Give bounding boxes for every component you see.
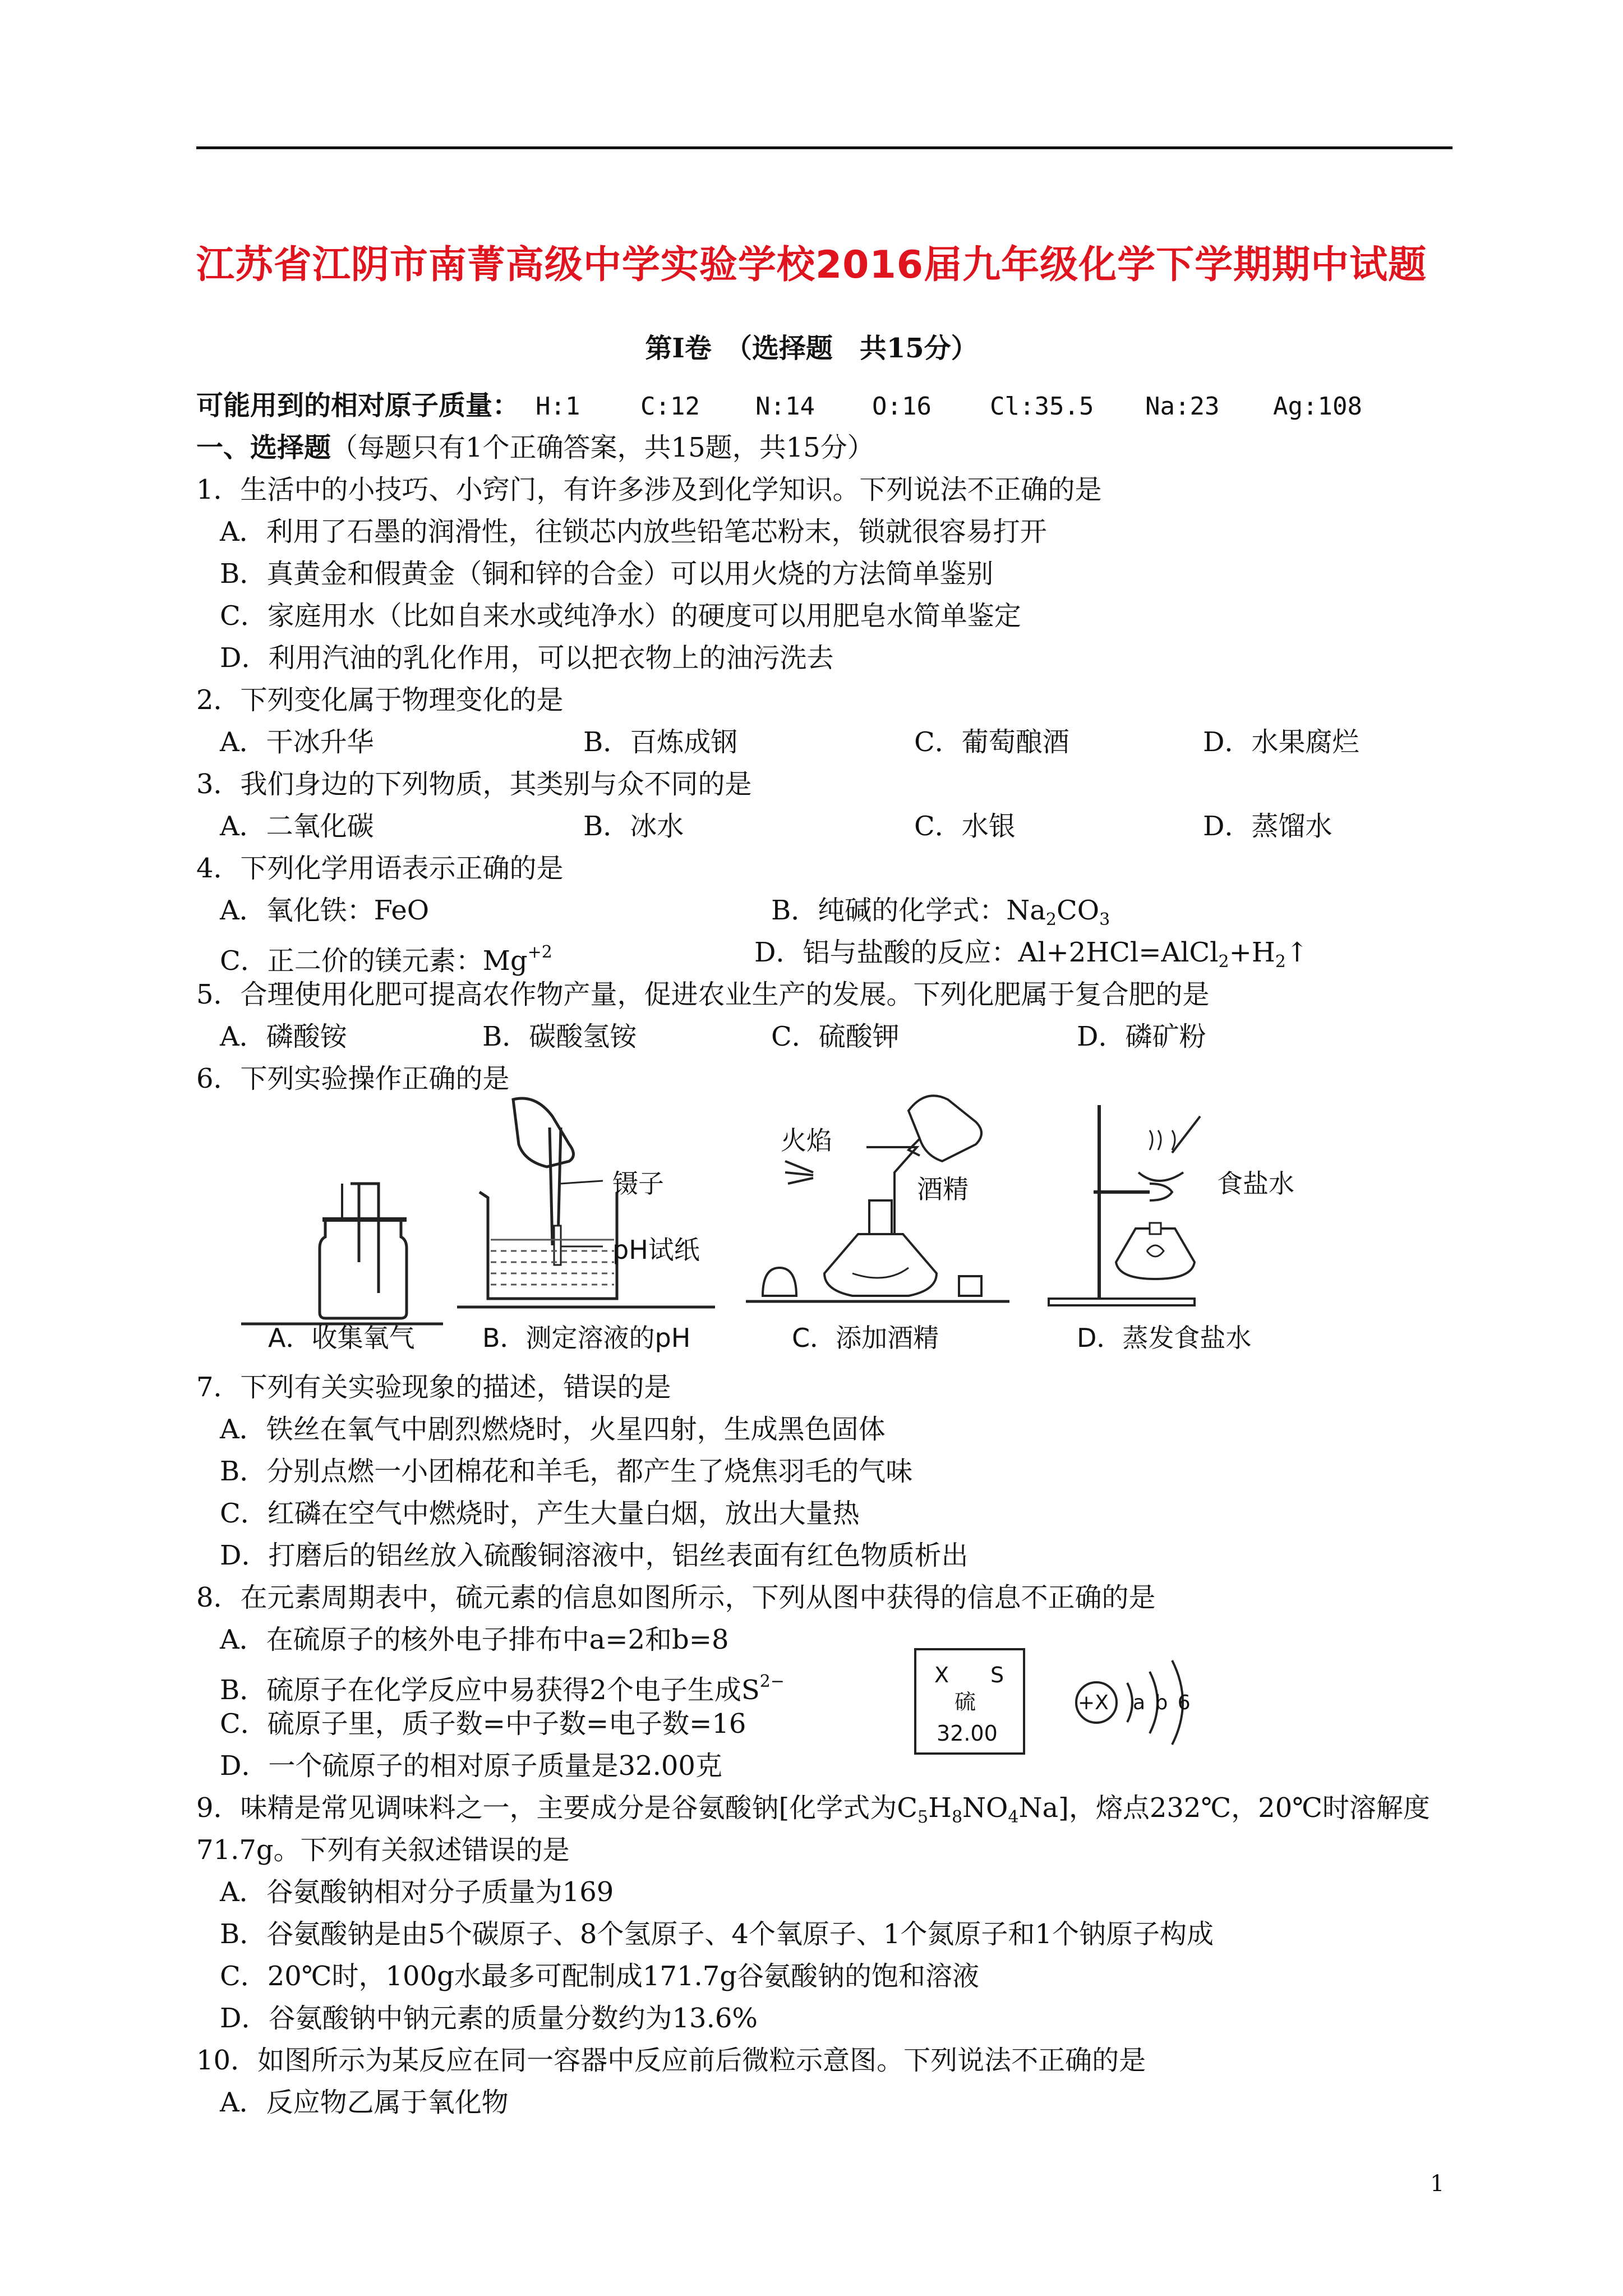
- q9-formula-no: NO: [962, 1792, 1008, 1824]
- q5-stem: 5．合理使用化肥可提高农作物产量，促进农业生产的发展。下列化肥属于复合肥的是: [196, 979, 1210, 1010]
- element-tile-symbol: S: [990, 1663, 1004, 1687]
- q6-caption-b: B．测定溶液的pH: [482, 1323, 691, 1353]
- q9-formula-h: H: [928, 1792, 952, 1824]
- q8-b-sup: 2−: [759, 1672, 785, 1691]
- q4-d-arrow: ↑: [1285, 937, 1308, 968]
- q9-option-a: A．谷氨酸钠相对分子质量为169: [220, 1876, 614, 1908]
- q6-label-brine: 食盐水: [1217, 1168, 1294, 1199]
- q1-option-b: B．真黄金和假黄金（铜和锌的合金）可以用火烧的方法简单鉴别: [220, 558, 994, 590]
- q1-option-c: C．家庭用水（比如自来水或纯净水）的硬度可以用肥皂水简单鉴定: [220, 600, 1021, 632]
- q6-caption-a: A．收集氧气: [268, 1323, 415, 1353]
- q4-b-mid: CO: [1057, 895, 1100, 926]
- q2-option-d: D．水果腐烂: [1203, 726, 1359, 758]
- q2-option-b: B．百炼成钢: [583, 726, 738, 758]
- q3-option-b: B．冰水: [583, 811, 684, 842]
- q6-label-tweezers: 镊子: [612, 1168, 664, 1199]
- q9-formula-5: 5: [917, 1807, 929, 1827]
- section-label: 一、选择题: [196, 432, 331, 463]
- q8-option-a: A．在硫原子的核外电子排布中a=2和b=8: [220, 1624, 729, 1655]
- atom-nucleus-label: +X: [1078, 1691, 1109, 1714]
- element-tile-x: X: [934, 1663, 949, 1687]
- q8-option-c: C．硫原子里，质子数=中子数=电子数=16: [220, 1708, 746, 1740]
- q3-option-d: D．蒸馏水: [1203, 811, 1332, 842]
- part-header: 第Ⅰ卷 （选择题 共15分）: [645, 333, 978, 364]
- mass-n: N:14: [755, 392, 815, 421]
- q7-option-d: D．打磨后的铝丝放入硫酸铜溶液中，铝丝表面有红色物质析出: [220, 1540, 969, 1571]
- q4-c-text: C．正二价的镁元素：Mg: [220, 945, 528, 977]
- q6-caption-c: C．添加酒精: [792, 1323, 939, 1353]
- section-header: [196, 431, 874, 464]
- atom-shells-label: a b 6: [1133, 1691, 1191, 1714]
- q4-option-a: A．氧化铁：FeO: [220, 895, 430, 926]
- q8-b-text: B．硫原子在化学反应中易获得2个电子生成S: [220, 1674, 760, 1706]
- figure-evaporate-brine: [1038, 1099, 1284, 1318]
- q9-option-b: B．谷氨酸钠是由5个碳原子、8个氢原子、4个氧原子、1个氮原子和1个钠原子构成: [220, 1918, 1214, 1950]
- q7-option-a: A．铁丝在氧气中剧烈燃烧时，火星四射，生成黑色固体: [220, 1414, 886, 1445]
- q4-b-text: B．纯碱的化学式：Na: [771, 895, 1046, 926]
- q3-stem: 3．我们身边的下列物质，其类别与众不同的是: [196, 769, 752, 800]
- mass-na: Na:23: [1145, 392, 1220, 421]
- q5-option-d: D．磷矿粉: [1077, 1021, 1206, 1052]
- q2-option-a: A．干冰升华: [220, 726, 374, 758]
- q1-option-a: A．利用了石墨的润滑性，往锁芯内放些铅笔芯粉末，锁就很容易打开: [220, 516, 1047, 547]
- page-title: 江苏省江阴市南菁高级中学实验学校2016届九年级化学下学期期中试题: [196, 243, 1427, 287]
- mass-cl: Cl:35.5: [990, 392, 1094, 421]
- q4-c-sup: +2: [527, 942, 552, 962]
- q9-option-d: D．谷氨酸钠中钠元素的质量分数约为13.6%: [220, 2003, 758, 2034]
- figure-measure-ph: [457, 1094, 726, 1318]
- q4-d-sub1: 2: [1218, 952, 1229, 972]
- q6-label-ph-paper: pH试纸: [612, 1235, 700, 1265]
- page-number: 1: [1430, 2171, 1445, 2197]
- q5-option-b: B．碳酸氢铵: [482, 1021, 637, 1052]
- q9-stem-text: 9．味精是常见调味料之一，主要成分是谷氨酸钠[化学式为C: [196, 1792, 917, 1824]
- mass-h: H:1: [536, 392, 580, 421]
- q4-option-c: [220, 936, 552, 978]
- q2-option-c: C．葡萄酿酒: [914, 726, 1069, 758]
- q8-option-b: [220, 1665, 785, 1707]
- q9-stem-line2: 71.7g。下列有关叙述错误的是: [196, 1834, 570, 1866]
- q4-d-text: D．铝与盐酸的反应：Al+2HCl=AlCl: [754, 937, 1219, 968]
- element-tile-sulfur: [914, 1648, 1025, 1755]
- q3-option-a: A．二氧化碳: [220, 811, 374, 842]
- q2-stem: 2．下列变化属于物理变化的是: [196, 684, 564, 716]
- q7-option-c: C．红磷在空气中燃烧时，产生大量白烟，放出大量热: [220, 1498, 860, 1529]
- q4-option-d: [754, 936, 1308, 979]
- q9-stem-suffix: Na]，熔点232℃，20℃时溶解度: [1018, 1792, 1430, 1824]
- q7-option-b: B．分别点燃一小团棉花和羊毛，都产生了烧焦羽毛的气味: [220, 1456, 913, 1487]
- header-rule: [196, 146, 1453, 149]
- q6-caption-d: D．蒸发食盐水: [1077, 1323, 1252, 1353]
- section-note: （每题只有1个正确答案，共15题，共15分）: [331, 432, 874, 463]
- element-tile-name: 硫: [955, 1690, 976, 1714]
- atomic-mass-label: 可能用到的相对原子质量：: [196, 390, 520, 421]
- q9-formula-4: 4: [1008, 1807, 1019, 1827]
- q1-option-d: D．利用汽油的乳化作用，可以把衣物上的油污洗去: [220, 642, 834, 674]
- q4-d-sub2: 2: [1275, 952, 1286, 972]
- q8-stem: 8．在元素周期表中，硫元素的信息如图所示，下列从图中获得的信息不正确的是: [196, 1582, 1156, 1613]
- q8-option-d: D．一个硫原子的相对原子质量是32.00克: [220, 1750, 722, 1782]
- q4-b-sub2: 3: [1099, 910, 1110, 930]
- q5-option-c: C．硫酸钾: [771, 1021, 900, 1052]
- q4-d-mid: +H: [1229, 937, 1275, 968]
- mass-c: C:12: [640, 392, 700, 421]
- q10-stem: 10．如图所示为某反应在同一容器中反应前后微粒示意图。下列说法不正确的是: [196, 2045, 1146, 2076]
- q4-stem: 4．下列化学用语表示正确的是: [196, 853, 564, 884]
- q4-option-b: [771, 894, 1110, 937]
- q7-stem: 7．下列有关实验现象的描述，错误的是: [196, 1372, 671, 1403]
- element-tile-mass: 32.00: [937, 1721, 998, 1746]
- q9-option-c: C．20℃时，100g水最多可配制成171.7g谷氨酸钠的饱和溶液: [220, 1961, 979, 1992]
- mass-ag: Ag:108: [1273, 392, 1362, 421]
- q3-option-c: C．水银: [914, 811, 1016, 842]
- q6-label-alcohol: 酒精: [917, 1174, 969, 1204]
- q10-option-a: A．反应物乙属于氧化物: [220, 2087, 509, 2118]
- q6-label-flame: 火焰: [781, 1125, 832, 1156]
- atomic-mass-line: [196, 389, 519, 422]
- q1-stem: 1．生活中的小技巧、小窍门，有许多涉及到化学知识。下列说法不正确的是: [196, 474, 1102, 505]
- q9-formula-8: 8: [951, 1807, 963, 1827]
- q6-stem: 6．下列实验操作正确的是: [196, 1063, 510, 1094]
- mass-o: O:16: [872, 392, 932, 421]
- q9-stem: [196, 1791, 1430, 1834]
- q5-option-a: A．磷酸铵: [220, 1021, 347, 1052]
- q4-b-sub1: 2: [1045, 910, 1057, 930]
